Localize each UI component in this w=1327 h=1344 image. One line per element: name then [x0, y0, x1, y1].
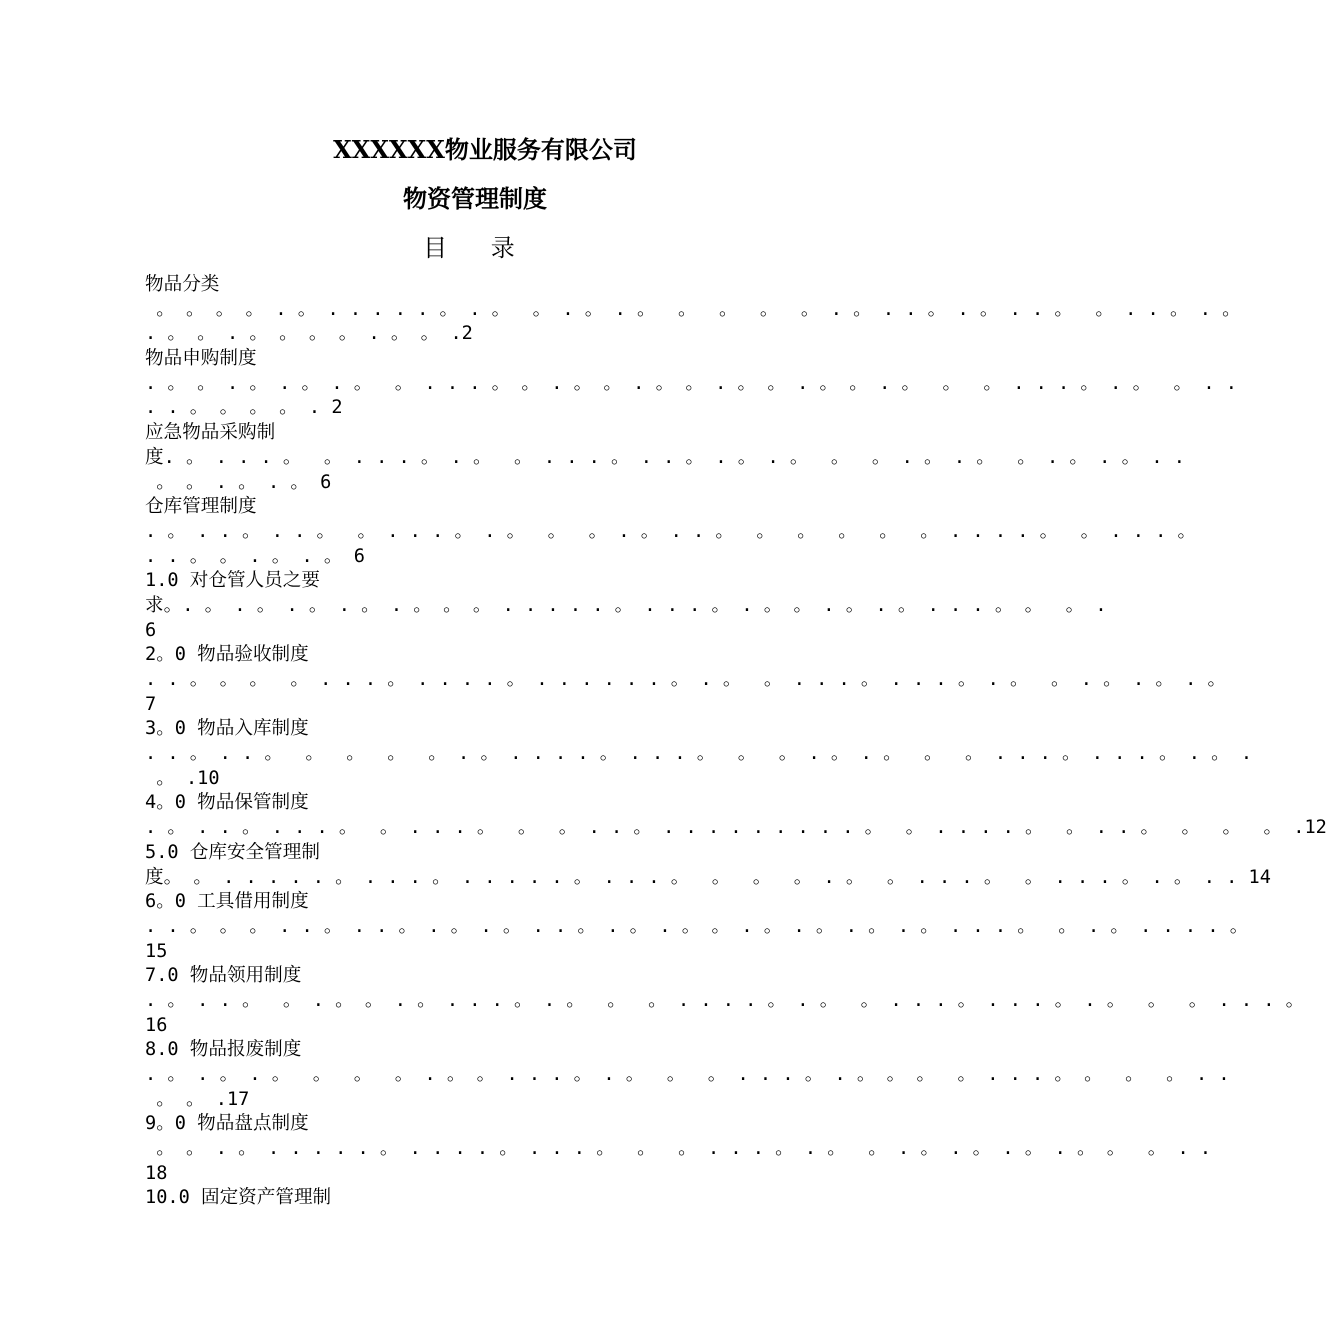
company-name: XXXXXX物业服务有限公司 [333, 135, 637, 164]
toc-page-number: 6 [145, 619, 157, 641]
toc-line[interactable]: 应急物品采购制 [145, 422, 276, 444]
table-of-contents [145, 273, 1327, 1211]
toc-line[interactable]: 3。0 物品入库制度 [145, 718, 309, 740]
toc-leader: 。 。 . 。 . . . . . 。 . . . . 。 . . . 。 。 。 . . . 。 . 。 。 . 。 . 。 . 。 . 。 。 。 . . [145, 1138, 1212, 1160]
toc-page-number: 15 [145, 940, 168, 962]
toc-leader: 求。. 。 . 。 . 。 . 。 . 。 。 。 . . . . . 。 . . . 。 . 。 。 . 。 . 。 . . . 。 。 。 . [145, 594, 1107, 616]
toc-line[interactable]: 10.0 固定资产管理制 [145, 1187, 332, 1209]
toc-line[interactable]: 9。0 物品盘点制度 [145, 1113, 309, 1135]
toc-line[interactable]: 5.0 仓库安全管理制 [145, 841, 320, 863]
toc-page-number: 7 [145, 693, 157, 715]
toc-line[interactable]: 6。0 工具借用制度 [145, 891, 309, 913]
toc-line[interactable]: 2。0 物品验收制度 [145, 644, 309, 666]
toc-leader: . . 。 。 。 . . 。 . . 。 . 。 . 。 . . 。 . 。 . 。 。 . 。 . 。 . 。 . 。 . . . 。 。 . 。 . . . . 。 [145, 915, 1249, 937]
toc-leader: . 。 . . 。 。 . 。 。 . 。 . . . 。 . 。 。 。 . . . . 。 . 。 。 . . . 。 . . . 。 . 。 。 。 . . . 。 [145, 989, 1305, 1011]
toc-line[interactable]: 物品申购制度 [145, 348, 257, 370]
toc-leader: 度. 。 . . . 。 。 . . . 。 . 。 。 . . . 。 . . 。 . 。 . 。 。 。 . 。 . 。 。 . 。 . 。 . . [145, 446, 1185, 468]
toc-leader: 。 。 . 。 . 。 6 [145, 471, 332, 493]
document-title: 物资管理制度 [403, 184, 547, 213]
toc-leader: . . 。 。 . 。 . 。 6 [145, 545, 365, 567]
toc-leader: . 。 。 . 。 。 。 。 . 。 。 .2 [145, 323, 473, 345]
toc-leader: . . 。 。 。 。 . . . 。 . . . . 。 . . . . . . 。 . 。 。 . . . 。 . . . 。 . 。 。 . 。 . 。 . 。 [145, 669, 1227, 690]
toc-leader: . 。 . . 。 . . 。 。 . . . 。 . 。 。 。 . 。 . . 。 。 。 。 。 。 . . . . 。 。 . . . 。 [145, 520, 1197, 542]
toc-heading: 目 录 [423, 234, 533, 262]
toc-line[interactable]: 1.0 对仓管人员之要 [145, 570, 320, 592]
toc-leader: 。 .10 [145, 767, 220, 789]
toc-leader: . 。 。 . 。 . 。 . 。 。 . . . 。 。 . 。 。 . 。 。 . 。 。 . 。 。 . 。 。 。 . . . 。 . 。 。 . . [145, 372, 1237, 394]
toc-leader: 。 。 .17 [145, 1088, 250, 1110]
toc-leader: . 。 . 。 . 。 。 。 。 . 。 。 . . . 。 . 。 。 。 . . . 。 . 。 。 。 。 . . . 。 。 。 。 . . [145, 1064, 1230, 1085]
toc-leader: . . 。 。 。 。 . 2 [145, 397, 343, 419]
toc-line[interactable]: 仓库管理制度 [145, 496, 257, 518]
toc-line[interactable]: 8.0 物品报废制度 [145, 1039, 302, 1061]
toc-line[interactable]: 7.0 物品领用制度 [145, 965, 302, 987]
toc-line[interactable]: 4。0 物品保管制度 [145, 792, 309, 814]
toc-leader: . 。 . . 。 . . . 。 。 . . . 。 。 。 . . 。 . . . . . . . . . 。 。 . . . . 。 。 . . 。 。 。 。 .12 [145, 817, 1327, 839]
toc-leader: 度。 。 . . . . . 。 . . . 。 . . . . . 。 . . . 。 。 。 。 . 。 。 . . . 。 。 . . . 。 . 。 . . 14 [145, 866, 1271, 888]
toc-leader: . . 。 . . 。 。 。 。 。 . 。 . . . . 。 . . . 。 。 。 . 。 . 。 。 。 . . . 。 . . . 。 . 。 . [145, 743, 1253, 765]
toc-page-number: 16 [145, 1014, 168, 1036]
toc-leader: 。 。 。 。 . 。 . . . . . 。 . 。 。 . 。 . 。 。 。 。 。 . 。 . . 。 . 。 . . 。 。 . . 。 . 。 [145, 298, 1241, 320]
toc-line[interactable]: 物品分类 [145, 274, 220, 295]
toc-page-number: 18 [145, 1162, 168, 1184]
